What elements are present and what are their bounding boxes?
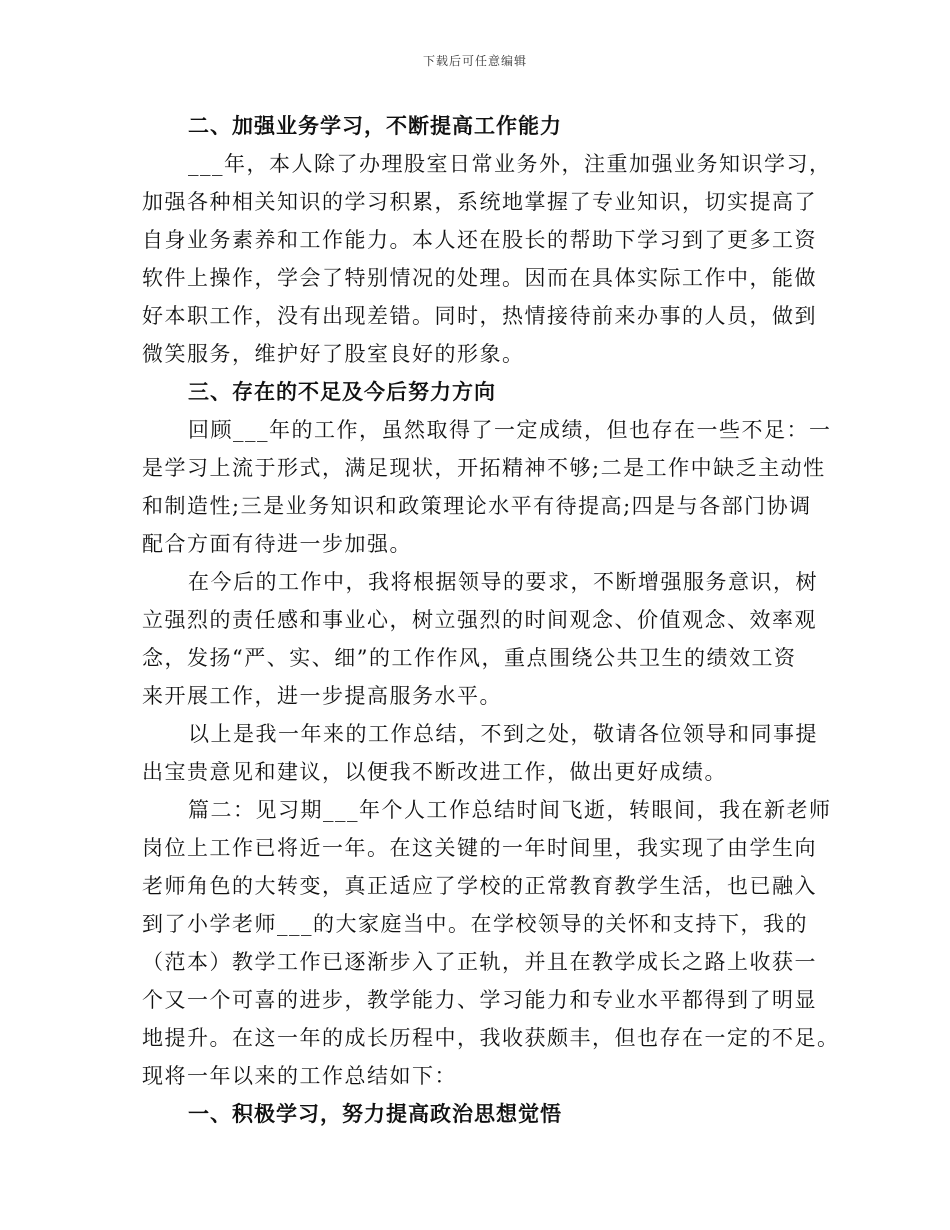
- paragraph-line: 加强各种相关知识的学习积累，系统地掌握了专业知识，切实提高了: [142, 190, 817, 214]
- paragraph-line: 立强烈的责任感和事业心，树立强烈的时间观念、价值观念、效率观: [142, 608, 817, 632]
- paragraph-line: 地提升。在这一年的成长历程中，我收获颇丰，但也存在一定的不足。: [142, 1026, 840, 1050]
- paragraph-line: 软件上操作，学会了特别情况的处理。因而在具体实际工作中，能做: [142, 266, 817, 290]
- paragraph-line: 个又一个可喜的进步，教学能力、学习能力和专业水平都得到了明显: [142, 988, 817, 1012]
- paragraph-line: 来开展工作，进一步提高服务水平。: [142, 684, 502, 708]
- paragraph-line: 自身业务素养和工作能力。本人还在股长的帮助下学习到了更多工资: [142, 228, 817, 252]
- paragraph-line: （范本）教学工作已逐渐步入了正轨，并且在教学成长之路上收获一: [142, 950, 817, 974]
- paragraph-line: 回顾___年的工作，虽然取得了一定成绩，但也存在一些不足：一: [188, 418, 832, 442]
- paragraph-line: 是学习上流于形式，满足现状，开拓精神不够;二是工作中缺乏主动性: [142, 456, 826, 480]
- paragraph-line: 篇二：见习期___年个人工作总结时间飞逝，转眼间，我在新老师: [188, 798, 832, 822]
- paragraph-line: 配合方面有待进一步加强。: [142, 532, 412, 556]
- paragraph-line: 现将一年以来的工作总结如下：: [142, 1064, 457, 1088]
- paragraph-line: 在今后的工作中，我将根据领导的要求，不断增强服务意识，树: [188, 570, 818, 594]
- document-body: [142, 107, 840, 1133]
- paragraph-line: 以上是我一年来的工作总结，不到之处，敬请各位领导和同事提: [188, 722, 818, 746]
- section-heading: 二、加强业务学习，不断提高工作能力: [188, 113, 562, 138]
- paragraph-line: 出宝贵意见和建议，以便我不断改进工作，做出更好成绩。: [142, 760, 727, 784]
- paragraph-line: 到了小学老师___的大家庭当中。在学校领导的关怀和支持下，我的: [142, 912, 808, 936]
- paragraph-line: 微笑服务，维护好了股室良好的形象。: [142, 342, 525, 366]
- page-header: 下载后可任意编辑: [422, 54, 527, 68]
- paragraph-line: ___年，本人除了办理股室日常业务外，注重加强业务知识学习，: [188, 152, 832, 176]
- paragraph-line: 念，发扬“严、实、细”的工作作风，重点围绕公共卫生的绩效工资: [142, 646, 797, 670]
- section-heading: 三、存在的不足及今后努力方向: [188, 379, 496, 404]
- paragraph-line: 老师角色的大转变，真正适应了学校的正常教育教学生活，也已融入: [142, 874, 817, 898]
- section-heading: 一、积极学习，努力提高政治思想觉悟: [188, 1101, 562, 1126]
- paragraph-line: 好本职工作，没有出现差错。同时，热情接待前来办事的人员，做到: [142, 304, 817, 328]
- paragraph-line: 和制造性;三是业务知识和政策理论水平有待提高;四是与各部门协调: [142, 494, 812, 518]
- paragraph-line: 岗位上工作已将近一年。在这关键的一年时间里，我实现了由学生向: [142, 836, 817, 860]
